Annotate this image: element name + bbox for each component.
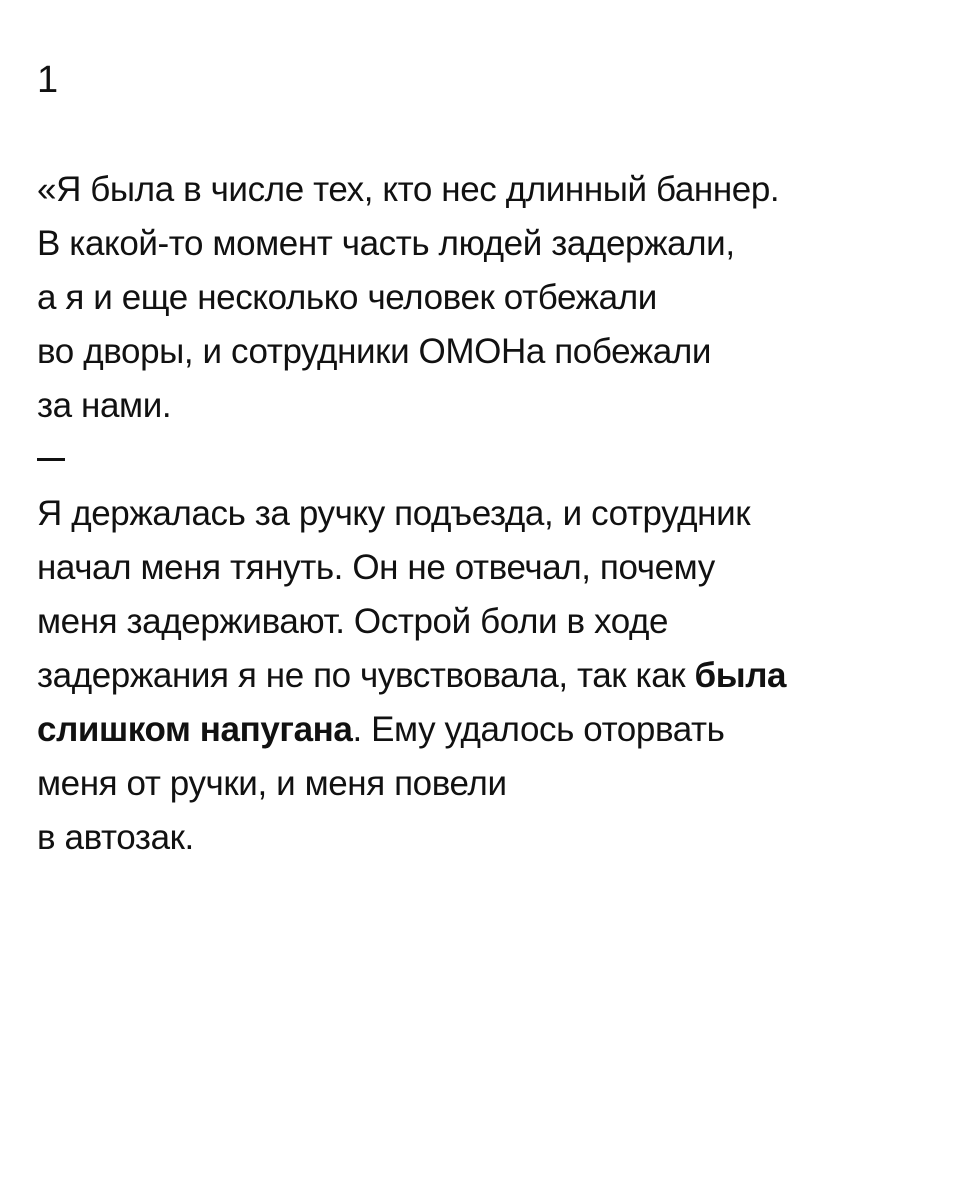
quote-line: начал меня тянуть. Он не отвечал, почему — [37, 548, 715, 587]
quote-body — [37, 163, 927, 865]
quote-line: за нами. — [37, 386, 172, 425]
emphasis-text: слишком напугана — [37, 710, 353, 749]
quote-line: а я и еще несколько человек отбежали — [37, 278, 657, 317]
paragraph-divider — [37, 433, 927, 487]
quote-text: . Ему удалось оторвать — [352, 710, 725, 749]
quote-line — [37, 703, 927, 757]
quote-text: задержания я не по чувствовала, так как — [37, 656, 695, 695]
quote-line: меня задерживают. Острой боли в ходе — [37, 602, 669, 641]
quote-line: В какой-то момент часть людей задержали, — [37, 224, 735, 263]
quote-line — [37, 649, 927, 703]
quote-line: «Я была в числе тех, кто нес длинный баннер. — [37, 170, 780, 209]
quote-line: Я держалась за ручку подъезда, и сотрудник — [37, 494, 751, 533]
quote-line: во дворы, и сотрудники ОМОНа побежали — [37, 332, 712, 371]
quote-line: в автозак. — [37, 818, 194, 857]
page-number: 1 — [37, 59, 59, 101]
quote-line: меня от ручки, и меня повели — [37, 764, 507, 803]
emphasis-text: была — [694, 656, 787, 695]
dash-divider-mark — [37, 458, 65, 461]
